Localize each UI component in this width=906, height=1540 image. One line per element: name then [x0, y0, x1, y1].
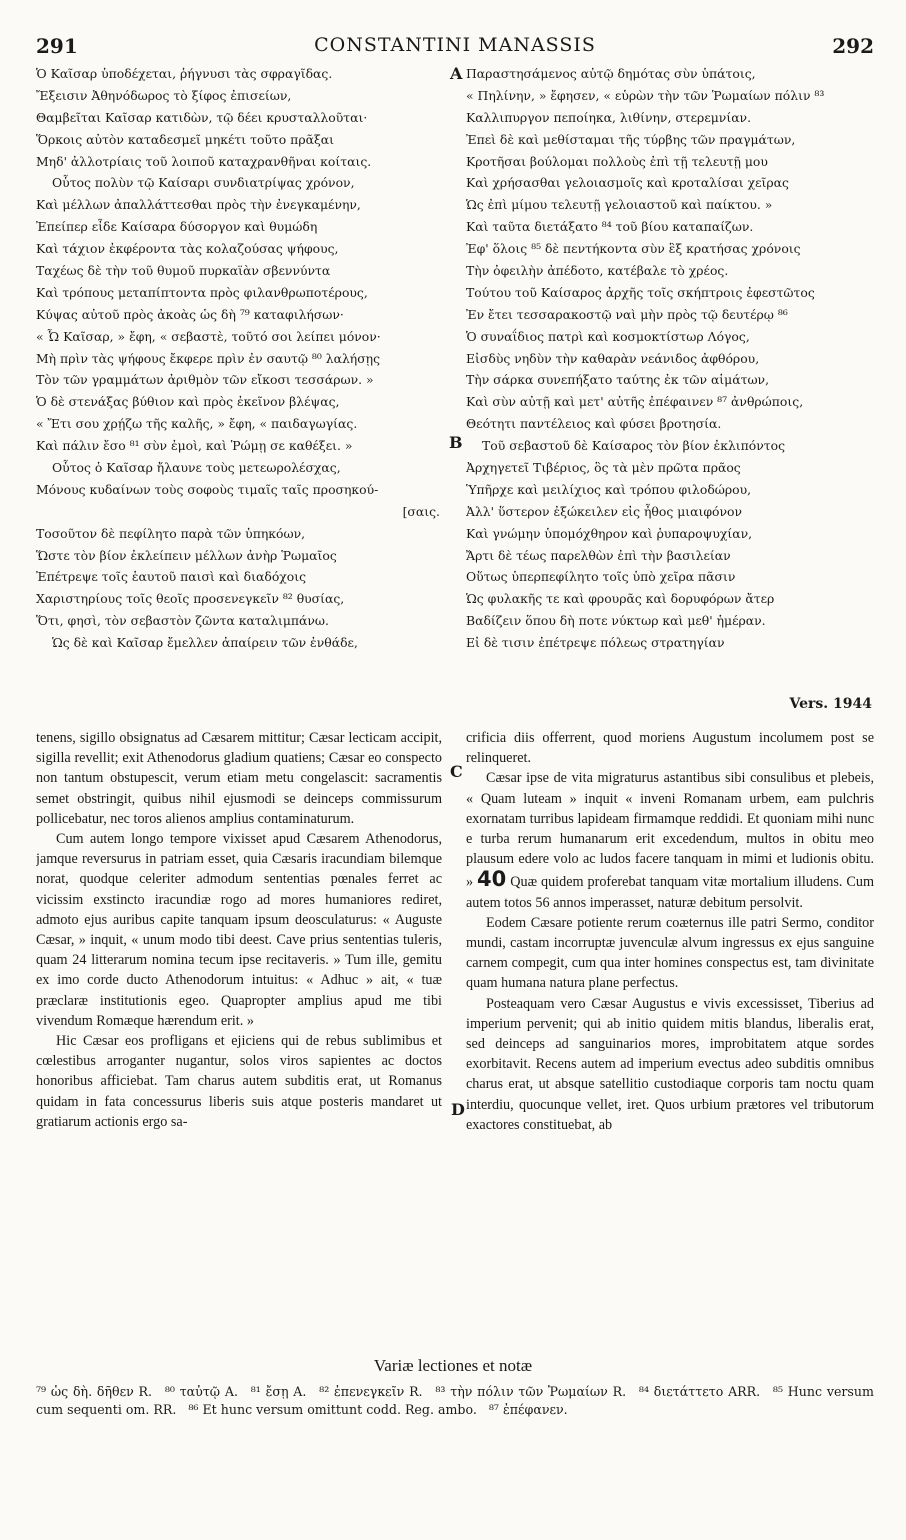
verse-line: Εἰσδὺς νηδὺν τὴν καθαρὰν νεάνιδος ἀφθόρου,: [466, 350, 760, 366]
verse-line: Κύψας αὐτοῦ πρὸς ἀκοὰς ὡς δὴ ⁷⁹ καταφιλήσων·: [36, 306, 344, 322]
variant-note: ⁸⁰ ταὐτῷ A.: [164, 1384, 238, 1399]
verse-line: Καὶ σὺν αὐτῇ καὶ μετ' αὐτῆς ἐπέφαινεν ⁸⁷ ἀνθρώποις,: [466, 394, 804, 410]
verse-line: Θαμβεῖται Καῖσαρ κατιδὼν, τῷ δέει κρυσταλλοῦται·: [36, 109, 368, 125]
column-number: 40: [477, 867, 507, 892]
latin-text: Cæsar ipse de vita migraturus astantibus sibi consulibus et plebeis, « Quam luteam » inquit « inveni Romanam urbem, eam pulchris exornatam turribus lapideam firmamque reddidi. Et quoniam mihi nunc e turba rerum humanarum erit excedendum, multos in obitu meo plausum edere volo ac ludos facere tanquam in mimi et ludionis obitu. »: [466, 770, 874, 891]
verse-line: Ἐπεὶ δὲ καὶ μεθίσταμαι τῆς τύρβης τῶν πραγμάτων,: [466, 131, 796, 147]
verse-line: Εἰ δὲ τισιν ἐπέτρεψε πόλεως στρατηγίαν: [466, 635, 725, 651]
verse-line: Τούτου τοῦ Καίσαρος ἀρχῆς τοῖς σκήπτροις ἐφεστῶτος: [466, 284, 815, 300]
section-marker-b: B: [449, 433, 463, 452]
latin-paragraph: Posteaquam vero Cæsar Augustus e vivis excessisset, Tiberius ad imperium pervenit; qui ab initio quidem mitis blandus, liberalis erat, sed deinceps ad sanguinarios mores, improbitatem atque sordes exorbitavit. Recens autem ad imperium evectus adeo subditis omnibus charus erat, ut absque satellitio custodiaque corporis tam noctu quam interdiu, quocunque vellet, iret. Quos urbium prætores vel tributorum exactores constituebat, ab: [466, 995, 874, 1133]
verse-line: Ὡς δὲ καὶ Καῖσαρ ἔμελλεν ἀπαίρειν τῶν ἐνθάδε,: [52, 635, 358, 651]
verse-line: « Πηλίνην, » ἔφησεν, « εὑρὼν τὴν τῶν Ῥωμαίων πόλιν ⁸³: [466, 87, 825, 103]
verse-line: Θεότητι παντέλειος καὶ φύσει βροτησία.: [466, 416, 722, 432]
verse-line: Ἄρτι δὲ τέως παρελθὼν ἐπὶ τὴν βασιλείαν: [466, 547, 731, 563]
verse-line: Κροτῆσαι βούλομαι πολλοὺς ἐπὶ τῇ τελευτῇ μου: [466, 153, 768, 169]
section-marker-d: D: [451, 1100, 465, 1119]
verse-line: Καὶ ταῦτα διετάξατο ⁸⁴ τοῦ βίου καταπαίζων.: [466, 219, 754, 235]
page-number-left: 291: [36, 34, 78, 58]
verse-line: Καὶ μέλλων ἀπαλλάττεσθαι πρὸς τὴν ἐνεγκαμένην,: [36, 197, 361, 213]
verse-line: Ὅτι, φησὶ, τὸν σεβαστὸν ζῶντα καταλιμπάνω.: [36, 613, 329, 629]
verse-line: Οὗτος πολὺν τῷ Καίσαρι συνδιατρίψας χρόνον,: [52, 175, 355, 191]
verse-line: Τοῦ σεβαστοῦ δὲ Καίσαρος τὸν βίον ἐκλιπόντος: [482, 438, 786, 454]
verse-line: Μὴ πρὶν τὰς ψήφους ἔκφερε πρὶν ἐν σαυτῷ ⁸⁰ λαλήσῃς: [36, 350, 381, 366]
verse-line: « Ἔτι σου χρῄζω τῆς καλῆς, » ἔφη, « παιδαγωγίας.: [36, 416, 358, 432]
latin-paragraph: Cum autem longo tempore vixisset apud Cæsarem Athenodorus, jamque reversurus in patriam esset, quia Cæsaris iracundiam bilemque norat, quodque celeriter admodum sententias pœnales ferret ac vicissim exstincto iracundiæ rogo ad mores humaniores rediret, admoto ejus auribus capite tanquam ipsum deosculaturus: « Auguste Cæsar, » inquit, « unum modo tibi deest. Cave prius sententias tuleris, quam 24 litterarum nomina tecum ipse recitaveris. » Tum ille, gemitu ex imo corde ducto Athenodorum intuitus: « Adhuc » ait, « tuæ præclaræ institutionis egeo. Quapropter amplius apud me tibi vivendum Romæque hærendum erit. »: [36, 831, 442, 1029]
verse-line: Ὅρκοις αὐτὸν καταδεσμεῖ μηκέτι τοῦτο πρᾶξαι: [36, 131, 335, 147]
verse-line: Τὴν ὀφειλὴν ἀπέδοτο, κατέβαλε τὸ χρέος.: [466, 263, 729, 279]
verse-line: Καὶ γνώμην ὑπομόχθηρον καὶ ῥυπαροψυχίαν,: [466, 525, 753, 541]
verse-line: Ὡς ἐπὶ μίμου τελευτῇ γελοιαστοῦ καὶ παίκτου. »: [466, 197, 773, 213]
section-marker-c: C: [450, 762, 463, 781]
variant-note: ⁸⁷ ἐπέφανεν.: [488, 1402, 568, 1417]
variant-note: ⁸⁶ Et hunc versum omittunt codd. Reg. ambo.: [188, 1402, 477, 1417]
latin-paragraph: Hic Cæsar eos profligans et ejiciens qui de rebus sublimibus et cœlestibus arroganter nugantur, solos viros sapientes ac doctos honoribus afficiebat. Tam charus autem subditis erat, ut Romanus quidam in fata concessurus liberis suis atque posteris mandaret ut gratiarum actionis ergo sa-: [36, 1033, 442, 1130]
latin-text: Quæ quidem proferebat tanquam vitæ mortalium illudens. Cum autem totos 56 annos imperasset, naturæ debitum persolvit.: [466, 874, 874, 911]
verse-line: Καλλιπυργον πεποίηκα, λιθίνην, στερεμνίαν.: [466, 109, 752, 125]
verse-line: Ἐφ' ὅλοις ⁸⁵ δὲ πεντήκοντα σὺν ἓξ κρατήσας χρόνοις: [466, 241, 801, 257]
variant-note: ⁷⁹ ὡς δὴ. δῆθεν R.: [36, 1384, 153, 1399]
verse-line: « Ὦ Καῖσαρ, » ἔφη, « σεβαστὲ, τοῦτό σοι λείπει μόνον·: [36, 328, 381, 344]
variant-note: ⁸¹ ἔσῃ A.: [250, 1384, 307, 1399]
verse-line: Τὴν σάρκα συνεπήξατο ταύτης ἐκ τῶν αἱμάτων,: [466, 372, 770, 388]
verse-line: Ὁ Καῖσαρ ὑποδέχεται, ῥήγνυσι τὰς σφραγῖδας.: [36, 66, 333, 81]
verse-line: Ὑπῆρχε καὶ μειλίχιος καὶ τρόπου φιλοδώρου,: [466, 481, 752, 497]
verse-reference: Vers. 1944: [789, 696, 872, 712]
verse-line: Ταχέως δὲ τὴν τοῦ θυμοῦ πυρκαϊὰν σβεννύντα: [36, 263, 331, 279]
verse-line: Καὶ τρόπους μεταπίπτοντα πρὸς φιλανθρωποτέρους,: [36, 284, 368, 300]
verse-line: Βαδίζειν ὅπου δὴ ποτε νύκτωρ καὶ μεθ' ἡμέραν.: [466, 613, 766, 629]
verse-line: Ἀλλ' ὕστερον ἐξώκειλεν εἰς ἦθος μιαιφόνον: [466, 503, 742, 519]
verse-line: Ὡς φυλακῆς τε καὶ φρουρᾶς καὶ δορυφόρων ἄτερ: [466, 591, 775, 607]
verse-line-continuation: [σαις.: [402, 503, 440, 519]
verse-line: Ὁ συναΐδιος πατρὶ καὶ κοσμοκτίστωρ Λόγος,: [466, 328, 750, 344]
latin-paragraph: crificia diis offerrent, quod moriens Augustum incolumem post se relinqueret.: [466, 730, 874, 767]
greek-verse-column-left: [36, 63, 444, 654]
verse-line: Καὶ χρήσασθαι γελοιασμοῖς καὶ κροταλίσαι χεῖρας: [466, 175, 789, 191]
latin-paragraph: [466, 768, 874, 912]
verse-line: Μηδ' ἀλλοτρίαις τοῦ λοιποῦ καταχρανθῆναι κοίταις.: [36, 153, 372, 169]
running-title: CONSTANTINI MANASSIS: [314, 34, 596, 56]
verse-line: Ὁ δὲ στενάξας βύθιον καὶ πρὸς ἐκεῖνον βλέψας,: [36, 394, 340, 410]
notes-block: [36, 1383, 874, 1419]
latin-translation-column-left: [36, 728, 442, 1132]
verse-line: Ἐπέτρεψε τοῖς ἑαυτοῦ παισὶ καὶ διαδόχοις: [36, 569, 307, 585]
verse-line: Ἐν ἔτει τεσσαρακοστῷ ναὶ μὴν πρὸς τῷ δευτέρῳ ⁸⁶: [466, 306, 788, 322]
variant-note: ⁸³ τὴν πόλιν τῶν Ῥωμαίων R.: [435, 1384, 627, 1399]
verse-line: Καὶ τάχιον ἐκφέροντα τὰς κολαζούσας ψήφους,: [36, 241, 339, 257]
section-marker-a: A: [450, 64, 463, 83]
latin-translation-column-right: [466, 728, 874, 1135]
verse-line: Οὗτος ὁ Καῖσαρ ἤλαυνε τοὺς μετεωρολέσχας,: [52, 460, 341, 476]
verse-line: Παραστησάμενος αὐτῷ δημότας σὺν ὑπάτοις,: [466, 66, 756, 81]
greek-verse-column-right: [466, 63, 874, 654]
running-header: [36, 34, 874, 60]
variant-note: ⁸⁴ διετάττετο ARR.: [638, 1384, 761, 1399]
latin-paragraph: Eodem Cæsare potiente rerum coæternus ille patri Sermo, conditor mundi, castam incorruptæ juvenculæ alvum ingressus ex ejus sanguine carnem compegit, cum qua inter homines conspectus est, tam divinitate quam humana natura plane perfectus.: [466, 914, 874, 992]
notes-heading: Variæ lectiones et notæ: [373, 1356, 533, 1375]
latin-paragraph: tenens, sigillo obsignatus ad Cæsarem mittitur; Cæsar lecticam accipit, sigilla revellit; exit Athenodorus gladium quatiens; Cæsar eo conspecto non tantum obstupescit, verum etiam metu congelascit: sacramentis semet obstringit, quibus nihil ejusmodi se deinceps commissurum pollicebatur, nec toros alienos amplius contaminaturum.: [36, 730, 442, 827]
verse-line: Καὶ πάλιν ἔσο ⁸¹ σὺν ἐμοὶ, καὶ Ῥώμῃ σε καθέξει. »: [36, 438, 353, 454]
variant-note: ⁸⁵ Hunc versum cum sequenti om. RR.: [36, 1384, 874, 1417]
verse-line: Τοσοῦτον δὲ πεφίλητο παρὰ τῶν ὑπηκόων,: [36, 525, 306, 541]
verse-line: Μόνους κυδαίνων τοὺς σοφοὺς τιμαῖς ταῖς προσηκού-: [36, 481, 379, 497]
verse-line: Ἐπείπερ εἶδε Καίσαρα δύσοργον καὶ θυμώδη: [36, 219, 318, 235]
page-number-right: 292: [832, 34, 874, 58]
verse-line: Ὥστε τὸν βίον ἐκλείπειν μέλλων ἀνὴρ Ῥωμαῖος: [36, 547, 337, 563]
verse-line: Χαριστηρίους τοῖς θεοῖς προσενεγκεῖν ⁸² θυσίας,: [36, 591, 345, 607]
verse-line: Ἔξεισιν Ἀθηνόδωρος τὸ ξίφος ἐπισείων,: [36, 87, 292, 103]
variant-note: ⁸² ἐπενεγκεῖν R.: [319, 1384, 423, 1399]
verse-line: Ἀρχηγετεῖ Τιβέριος, ὃς τὰ μὲν πρῶτα πρᾶος: [466, 460, 741, 476]
verse-line: Τὸν τῶν γραμμάτων ἀριθμὸν τῶν εἴκοσι τεσσάρων. »: [36, 372, 374, 388]
verse-line: Οὕτως ὑπερπεφίλητο τοῖς ὑπὸ χεῖρα πᾶσιν: [466, 569, 736, 585]
